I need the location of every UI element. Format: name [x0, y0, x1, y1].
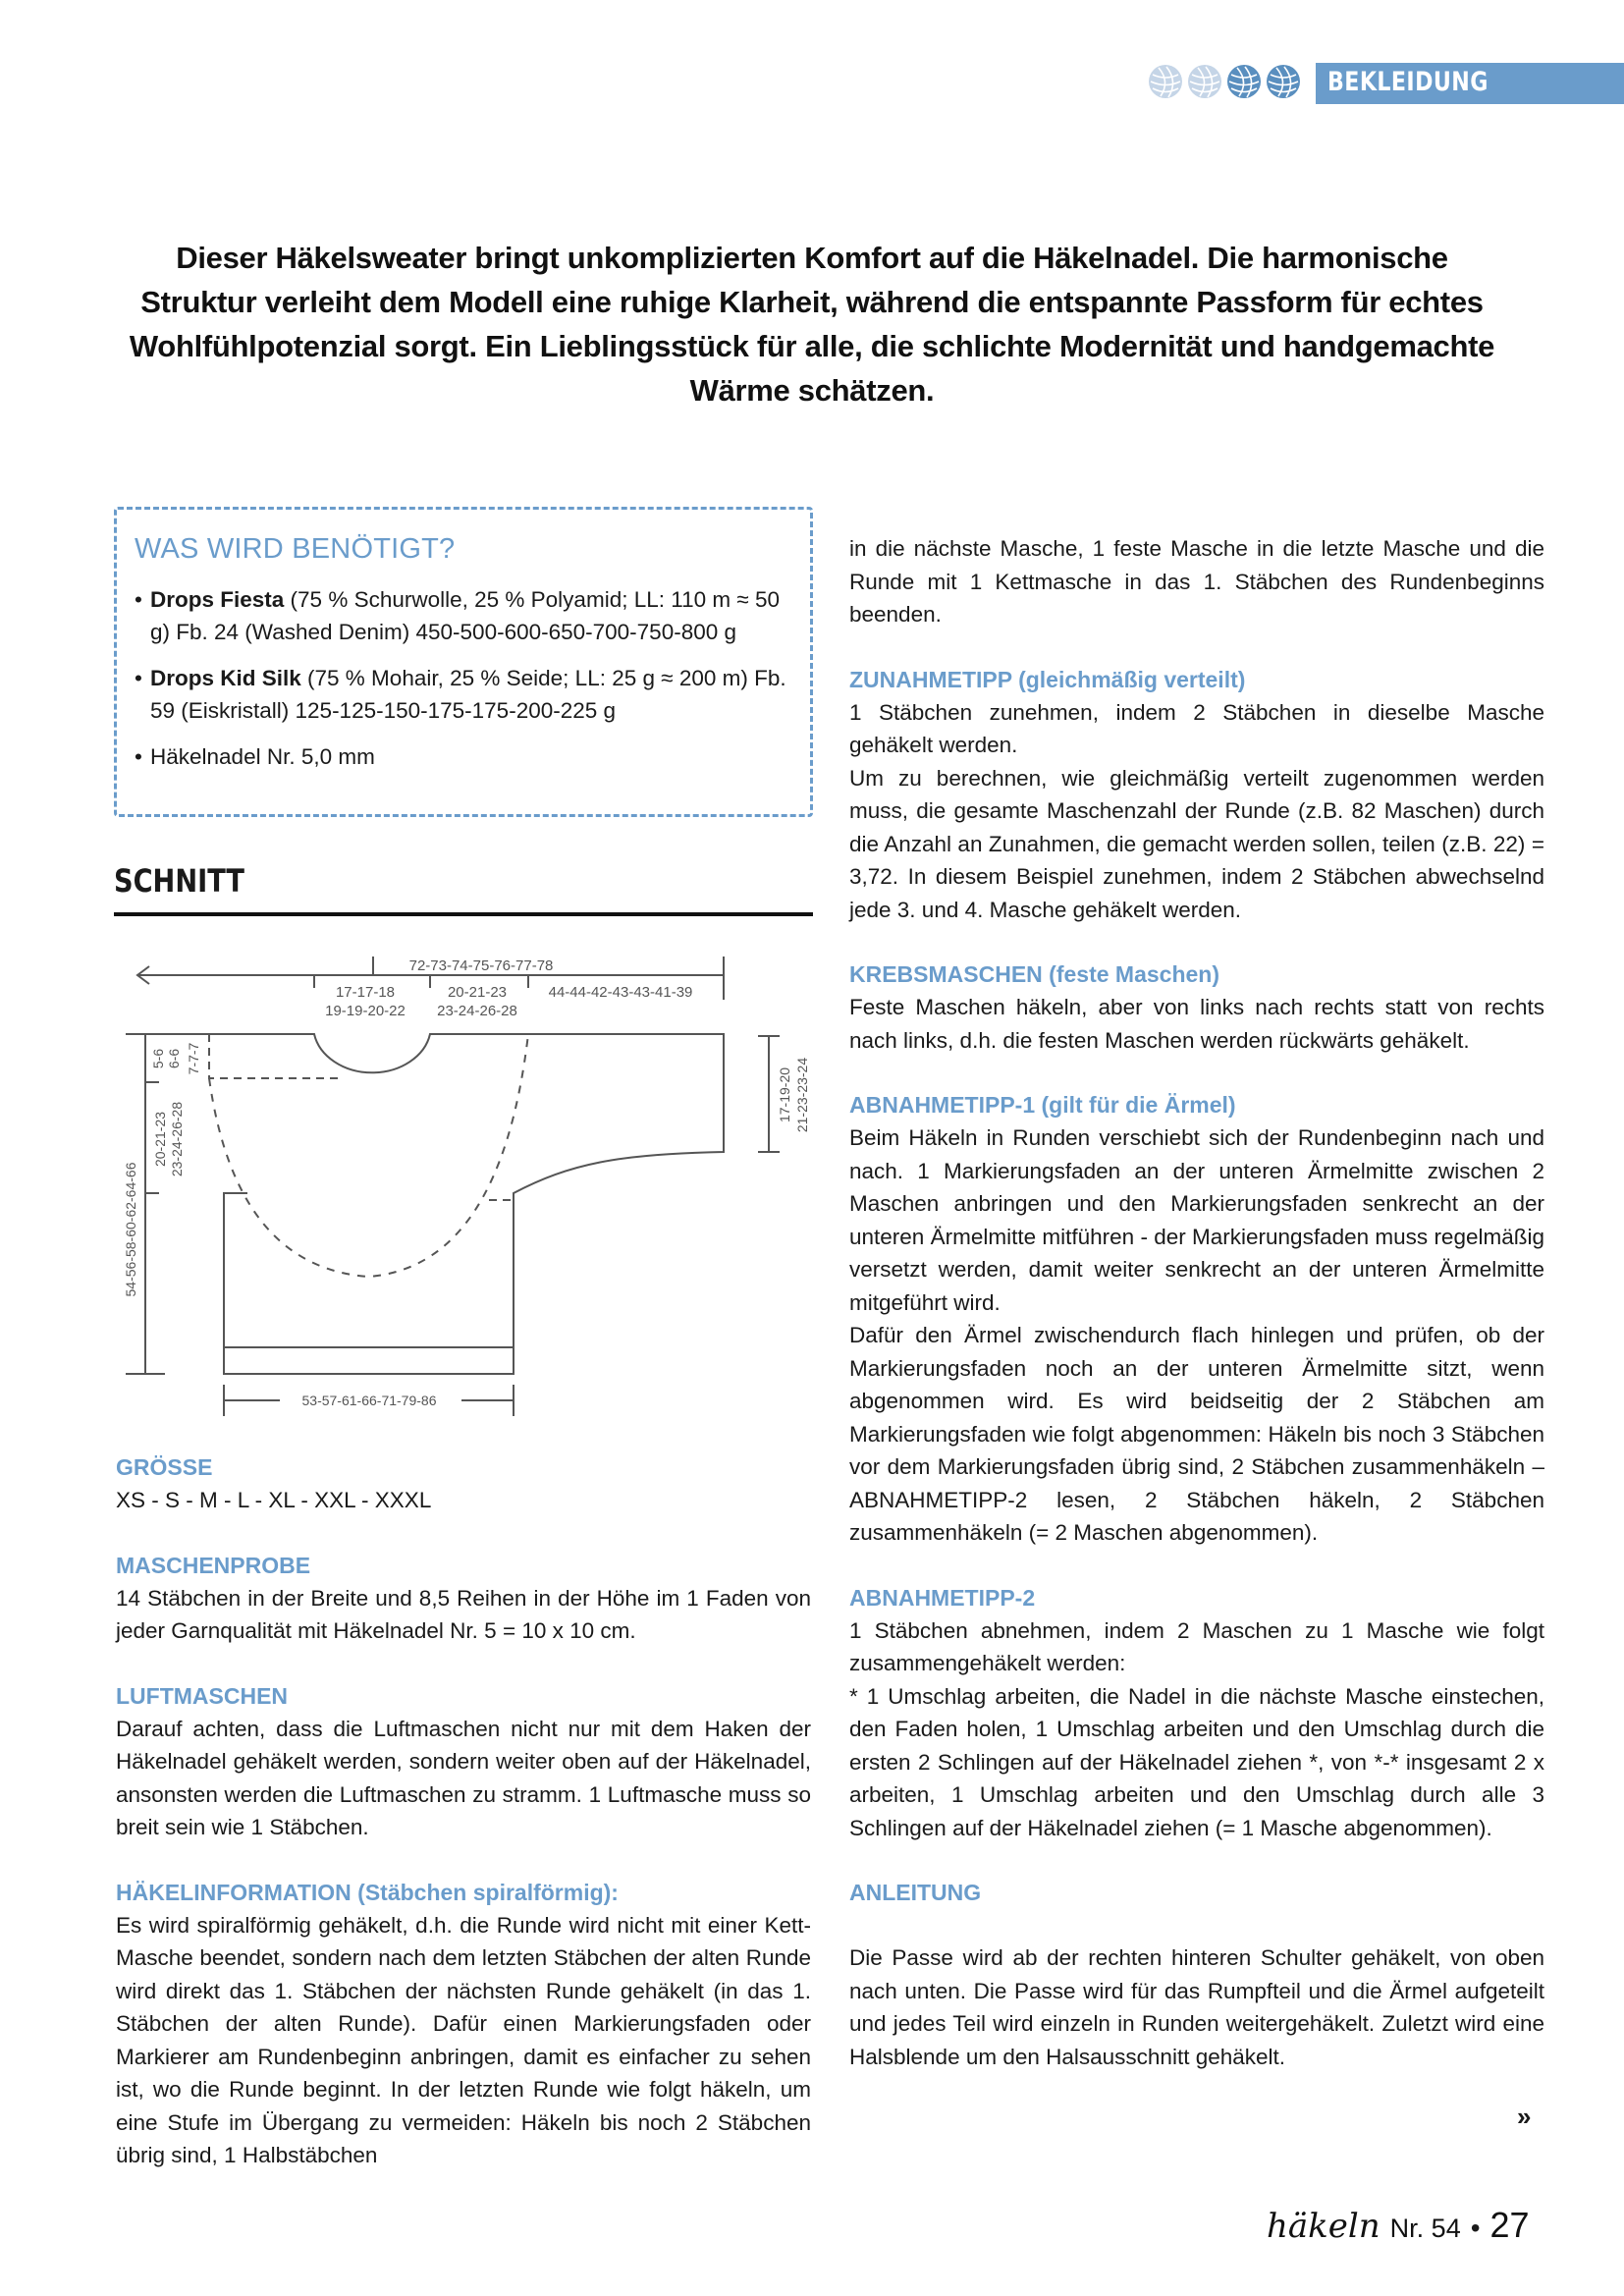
material-item: • Häkelnadel Nr. 5,0 mm: [135, 740, 786, 773]
yarn-ball-icon: [1227, 65, 1261, 98]
section-haekelinformation: [116, 1877, 811, 2172]
body-outline: [126, 1034, 724, 1374]
page-number: 27: [1489, 2205, 1530, 2245]
schnitt-heading: SCHNITT: [114, 862, 244, 900]
section-body: * 1 Umschlag arbeiten, die Nadel in die nächste Masche einstechen, den Faden holen, 1 Umschlag arbeiten und den Umschlag durch die ersten 2 Schlingen auf der Häkelnadel ziehen *, von *-* insgesamt 2 x arbeiten, 1 Umschlag arbeiten und den Umschlag durch alle 3 Schlingen auf der Häkelnadel ziehen (= 1 Masche abgenommen).: [849, 1683, 1544, 1840]
section-title: ZUNAHMETIPP (gleichmäßig verteilt): [849, 666, 1246, 692]
intro-paragraph: Dieser Häkelsweater bringt unkomplizierten Komfort auf die Häkelnadel. Die harmonische Struktur verleiht dem Modell eine ruhige Klarheit, während die entspannte Passform für echtes Wohlfühlpotenzial sorgt. Ein Lieblingsstück für alle, die schlichte Modernität und handgemachte Wärme schätzen.: [129, 241, 1495, 408]
dim-sleeve-width-a: 17-19-20: [777, 1066, 792, 1123]
materials-box: [114, 507, 813, 817]
dim-top-total: 72-73-74-75-76-77-78: [408, 957, 554, 974]
section-body: Darauf achten, dass die Luftmaschen nicht nur mit dem Haken der Häkelnadel gehäkelt werden, sondern weiter oben auf der Häkelnadel, ansonsten werden die Luftmaschen zu stramm. 1 Luftmasche muss so breit sein wie 1 Stäbchen.: [116, 1716, 811, 1839]
section-body: Es wird spiralförmig gehäkelt, d.h. die Runde wird nicht mit einer Kett-Masche beendet, sondern nach dem letzten Stäbchen der alten Runde wird direkt das 1. Stäbchen der nächsten Runde gehäkelt (in das 1. Stäbchen der alten Runde). Dafür einen Markierungsfaden oder Markierer am Rundenbeginn anbringen, damit es einfacher zu sehen ist, wo die Runde beginnt. In der letzten Runde wie folgt häkeln, um eine Stufe im Übergang zu vermeiden: Häkeln bis noch 2 Stäbchen übrig sind, 1 Halbstäbchen: [116, 1912, 811, 2167]
section-luftmaschen: [116, 1680, 811, 1844]
section-body: Feste Maschen häkeln, aber von links nach rechts statt von rechts nach links, d.h. die festen Maschen werden rückwärts gehäkelt.: [849, 995, 1544, 1053]
section-title: MASCHENPROBE: [116, 1552, 311, 1578]
yarn-ball-icon: [1267, 65, 1300, 98]
section-title: GRÖSSE: [116, 1454, 213, 1480]
yarn-ball-icon: [1188, 65, 1221, 98]
dim-yoke-b: 23-24-26-28: [169, 1101, 185, 1177]
section-zunahmetipp: [849, 664, 1544, 927]
materials-title: WAS WIRD BENÖTIGT?: [135, 533, 456, 565]
section-anleitung: [849, 1877, 1544, 2073]
section-title: KREBSMASCHEN (feste Maschen): [849, 961, 1220, 987]
dim-shoulder-a: 20-21-23: [447, 984, 508, 1001]
section-title: ABNAHMETIPP-2: [849, 1584, 1036, 1611]
section-body: XS - S - M - L - XL - XXL - XXXL: [116, 1488, 432, 1512]
page-footer: [1267, 2205, 1530, 2246]
right-column: [849, 532, 1544, 2073]
dim-neck-depth-c: 7-7-7: [186, 1042, 201, 1075]
dim-neck-half-a: 17-17-18: [335, 984, 396, 1001]
dim-neck-depth-b: 6-6: [166, 1048, 182, 1069]
category-label: BEKLEIDUNG: [1327, 67, 1489, 97]
dim-sleeve-length: 44-44-42-43-43-41-39: [548, 984, 693, 1001]
pattern-schematic: [108, 943, 825, 1424]
section-krebsmaschen: [849, 958, 1544, 1057]
section-title: ANLEITUNG: [849, 1880, 982, 1905]
section-body: 1 Stäbchen abnehmen, indem 2 Maschen zu 1 Masche wie folgt zusammengehäkelt werden:: [849, 1617, 1544, 1675]
dim-sleeve-width-b: 21-23-23-24: [794, 1057, 810, 1133]
dim-body-width: 53-57-61-66-71-79-86: [301, 1393, 437, 1408]
issue-number: Nr. 54: [1389, 2214, 1461, 2243]
section-body: Dafür den Ärmel zwischendurch flach hinlegen und prüfen, ob der Markierungsfaden noch an der unteren Ärmelmitte sitzt, wenn abgenommen wird. Es wird beidseitig der 2 Stäbchen am Markierungsfaden wie folgt abgenommen: Häkeln bis noch 3 Stäbchen vor dem Markierungsfaden übrig sind, 2 Stäbchen zusammenhäkeln – ABNAHMETIPP-2 lesen, 2 Stäbchen häkeln, 2 Stäbchen zusammenhäkeln (= 2 Maschen abgenommen).: [849, 1323, 1544, 1545]
section-abnahmetipp-1: [849, 1089, 1544, 1550]
separator-dot: •: [1470, 2213, 1481, 2243]
dim-neck-depth-a: 5-6: [150, 1048, 166, 1069]
section-title: HÄKELINFORMATION (Stäbchen spiralförmig):: [116, 1879, 619, 1905]
dim-shoulder-b: 23-24-26-28: [437, 1003, 517, 1019]
section-body: Die Passe wird ab der rechten hinteren Schulter gehäkelt, von oben nach unten. Die Passe wird für das Rumpfteil und die Ärmel aufgeteilt und jedes Teil wird einzeln in Runden weitergehäkelt. Zuletzt wird eine Halsblende um den Halsausschnitt gehäkelt.: [849, 1945, 1544, 2069]
magazine-logo: häkeln: [1267, 2207, 1380, 2246]
section-body: Beim Häkeln in Runden verschiebt sich der Rundenbeginn nach und nach. 1 Markierungsfaden an der unteren Ärmelmitte zwischen 2 Maschen anbringen und den Markierungsfaden senkrecht an der unteren Ärmelmitte mitführen - der Markierungsfaden muss regelmäßig versetzt werden, damit weiter senkrecht an der unteren Ärmelmitte mitgeführt wird.: [849, 1125, 1544, 1315]
section-body: 1 Stäbchen zunehmen, indem 2 Stäbchen in dieselbe Masche gehäkelt werden.: [849, 699, 1544, 757]
yarn-ball-icon: [1149, 65, 1182, 98]
section-body: in die nächste Masche, 1 feste Masche in die letzte Masche und die Runde mit 1 Kettmasche in das 1. Stäbchen des Rundenbeginns beenden.: [849, 536, 1544, 627]
materials-list: [135, 583, 786, 773]
heading-rule: [114, 912, 813, 916]
section-maschenprobe: [116, 1550, 811, 1648]
material-item: • Drops Fiesta (75 % Schurwolle, 25 % Polyamid; LL: 110 m ≈ 50 g) Fb. 24 (Washed Denim) 450-500-600-650-700-750-800 g: [135, 583, 786, 648]
section-body: Um zu berechnen, wie gleichmäßig verteilt zugenommen werden muss, die gesamte Maschenzahl der Runde (z.B. 82 Maschen) durch die Anzahl an Zunahmen, die gemacht werden sollen, teilen (z.B. 22) = 3,72. In diesem Beispiel zunehmen, indem 2 Stäbchen abwechselnd jede 3. und 4. Masche gehäkelt werden.: [849, 765, 1544, 922]
dim-neck-half-b: 19-19-20-22: [325, 1003, 406, 1019]
difficulty-rating: [1149, 65, 1300, 98]
continue-marker: »: [1517, 2102, 1532, 2131]
dim-yoke-a: 20-21-23: [152, 1111, 168, 1168]
section-title: LUFTMASCHEN: [116, 1682, 289, 1709]
section-title: ABNAHMETIPP-1 (gilt für die Ärmel): [849, 1092, 1236, 1118]
yoke-arc: [209, 1034, 528, 1277]
dim-total-length: 54-56-58-60-62-64-66: [123, 1162, 138, 1297]
section-groesse: [116, 1451, 811, 1517]
material-item: • Drops Kid Silk (75 % Mohair, 25 % Seide; LL: 25 g ≈ 200 m) Fb. 59 (Eiskristall) 125-125-150-175-175-200-225 g: [135, 662, 786, 727]
section-body: 14 Stäbchen in der Breite und 8,5 Reihen in der Höhe im 1 Faden von jeder Garnqualität mit Häkelnadel Nr. 5 = 10 x 10 cm.: [116, 1585, 811, 1643]
category-banner: [1316, 63, 1624, 104]
left-column: [116, 1451, 811, 2172]
section-abnahmetipp-2: [849, 1582, 1544, 1845]
section-continued: [849, 532, 1544, 631]
